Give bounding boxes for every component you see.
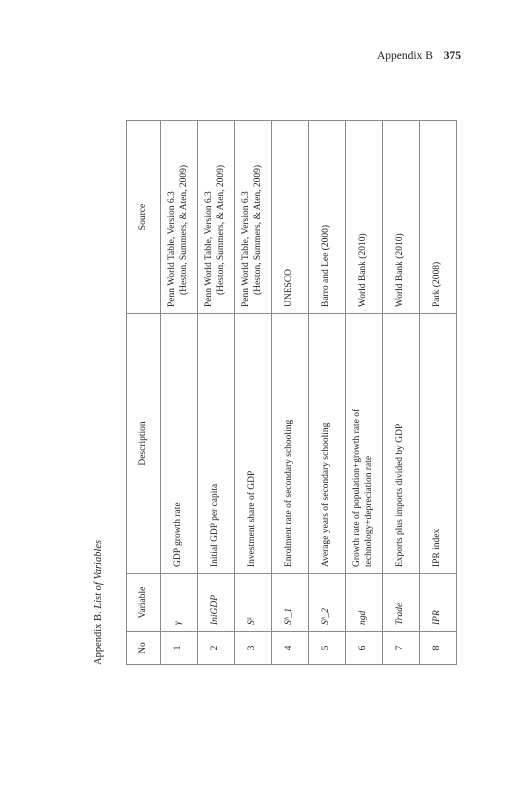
cell-no: 4 bbox=[272, 632, 309, 665]
description-line: Initial GDP per capita bbox=[210, 483, 221, 567]
source-line: Park (2008) bbox=[432, 261, 443, 307]
table-row bbox=[309, 121, 346, 665]
caption-label: Appendix B. bbox=[93, 611, 104, 665]
description-line: GDP growth rate bbox=[173, 502, 184, 567]
running-title: Appendix B bbox=[376, 50, 433, 62]
table-row bbox=[272, 121, 309, 665]
table-row bbox=[235, 121, 272, 665]
description-line: Average years of secondary schooling bbox=[321, 422, 332, 567]
source-line: (Heston, Summers, & Aten, 2009) bbox=[179, 164, 189, 295]
table-row bbox=[161, 121, 198, 665]
page-number: 375 bbox=[443, 50, 461, 62]
source-line: (Heston, Summers, & Aten, 2009) bbox=[253, 164, 263, 295]
source-line: World Bank (2010) bbox=[358, 233, 369, 307]
cell-no: 6 bbox=[346, 632, 383, 665]
source-line: Penn World Table, Version 6.3 bbox=[204, 191, 215, 307]
table-caption bbox=[90, 120, 108, 665]
cell-description bbox=[198, 314, 235, 574]
rotated-table-block bbox=[90, 120, 443, 665]
source-line: Barro and Lee (2000) bbox=[321, 224, 332, 307]
column-header-source: Source bbox=[127, 121, 161, 314]
cell-description bbox=[161, 314, 198, 574]
cell-source bbox=[161, 121, 198, 314]
cell-no: 5 bbox=[309, 632, 346, 665]
cell-description bbox=[420, 314, 457, 574]
caption-title: List of Variables bbox=[93, 539, 104, 609]
cell-description bbox=[346, 314, 383, 574]
source-line: UNESCO bbox=[284, 268, 295, 307]
column-header-variable: Variable bbox=[127, 574, 161, 632]
cell-source bbox=[383, 121, 420, 314]
table-header-row bbox=[127, 121, 161, 665]
cell-source bbox=[346, 121, 383, 314]
description-line: Growth rate of population+growth rate of bbox=[352, 408, 363, 567]
cell-no: 2 bbox=[198, 632, 235, 665]
cell-variable: γ bbox=[161, 574, 198, 632]
table-row bbox=[383, 121, 420, 665]
cell-no: 3 bbox=[235, 632, 272, 665]
cell-variable: Sʰ_1 bbox=[272, 574, 309, 632]
cell-source bbox=[272, 121, 309, 314]
column-header-description: Description bbox=[127, 314, 161, 574]
description-line: Exports plus imports divided by GDP bbox=[395, 423, 406, 567]
source-line: (Heston, Summers, & Aten, 2009) bbox=[216, 164, 226, 295]
cell-variable: Trade bbox=[383, 574, 420, 632]
description-line: technology+depreciation rate bbox=[364, 455, 374, 567]
table-row bbox=[420, 121, 457, 665]
cell-source bbox=[309, 121, 346, 314]
cell-source bbox=[198, 121, 235, 314]
cell-description bbox=[235, 314, 272, 574]
cell-description bbox=[309, 314, 346, 574]
cell-no: 1 bbox=[161, 632, 198, 665]
source-line: Penn World Table, Version 6.3 bbox=[241, 191, 252, 307]
cell-variable: IniGDP bbox=[198, 574, 235, 632]
table-row bbox=[198, 121, 235, 665]
description-line: IPR index bbox=[432, 528, 443, 567]
cell-variable: ngd bbox=[346, 574, 383, 632]
cell-variable: Sᵏ bbox=[235, 574, 272, 632]
variables-table bbox=[126, 120, 457, 665]
cell-no: 8 bbox=[420, 632, 457, 665]
description-line: Investment share of GDP bbox=[247, 470, 258, 567]
cell-description bbox=[383, 314, 420, 574]
table-body bbox=[161, 121, 457, 665]
source-line: World Bank (2010) bbox=[395, 233, 406, 307]
cell-variable: Sʰ_2 bbox=[309, 574, 346, 632]
cell-source bbox=[420, 121, 457, 314]
cell-source bbox=[235, 121, 272, 314]
running-header bbox=[377, 50, 461, 62]
cell-no: 7 bbox=[383, 632, 420, 665]
cell-description bbox=[272, 314, 309, 574]
cell-variable: IPR bbox=[420, 574, 457, 632]
source-line: Penn World Table, Version 6.3 bbox=[167, 191, 178, 307]
column-header-no: No bbox=[127, 632, 161, 665]
table-row bbox=[346, 121, 383, 665]
description-line: Enrolment rate of secondary schooling bbox=[284, 419, 295, 567]
